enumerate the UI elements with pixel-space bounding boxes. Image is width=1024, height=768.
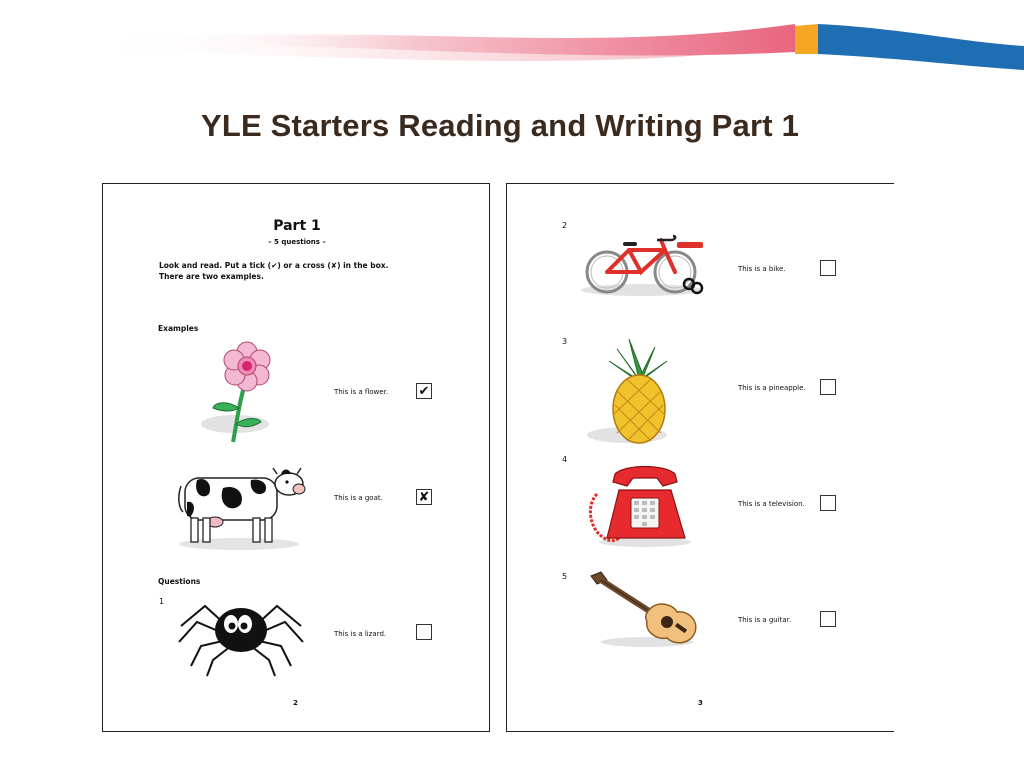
header-banner bbox=[0, 0, 1024, 90]
pineapple-picture bbox=[587, 339, 677, 445]
exam-page-left bbox=[102, 183, 490, 732]
example-1-answer-box[interactable]: ✔ bbox=[416, 383, 432, 399]
question-5-answer-box[interactable] bbox=[820, 611, 836, 627]
cow-picture bbox=[177, 462, 307, 552]
question-4-number: 4 bbox=[562, 455, 568, 464]
spider-picture bbox=[177, 596, 307, 678]
example-2-sentence: This is a goat. bbox=[334, 494, 383, 502]
question-5-sentence: This is a guitar. bbox=[738, 616, 792, 624]
guitar-picture bbox=[587, 570, 707, 650]
question-4-sentence: This is a television. bbox=[738, 500, 805, 508]
question-5-number: 5 bbox=[562, 572, 568, 581]
question-1-sentence: This is a lizard. bbox=[334, 630, 387, 638]
question-1-number: 1 bbox=[159, 597, 165, 606]
example-1-sentence: This is a flower. bbox=[334, 388, 389, 396]
telephone-picture bbox=[585, 464, 695, 548]
question-2-sentence: This is a bike. bbox=[738, 265, 786, 273]
part-heading: Part 1 bbox=[273, 218, 321, 234]
slide-title: YLE Starters Reading and Writing Part 1 bbox=[200, 108, 800, 143]
question-2-answer-box[interactable] bbox=[820, 260, 836, 276]
question-1-answer-box[interactable] bbox=[416, 624, 432, 640]
questions-label: Questions bbox=[158, 577, 201, 586]
instruction-line-2: There are two examples. bbox=[159, 272, 264, 281]
page-number-left: 2 bbox=[293, 699, 298, 707]
flower-picture bbox=[193, 342, 283, 448]
question-4-answer-box[interactable] bbox=[820, 495, 836, 511]
bicycle-picture bbox=[581, 234, 711, 302]
question-3-number: 3 bbox=[562, 337, 568, 346]
instruction-line-1: Look and read. Put a tick (✔) or a cross (✘) in the box. bbox=[159, 261, 389, 270]
part-subheading: – 5 questions – bbox=[268, 238, 326, 246]
examples-label: Examples bbox=[158, 324, 199, 333]
question-3-answer-box[interactable] bbox=[820, 379, 836, 395]
question-2-number: 2 bbox=[562, 221, 568, 230]
exam-page-right bbox=[506, 183, 894, 732]
page-number-right: 3 bbox=[698, 699, 703, 707]
question-3-sentence: This is a pineapple. bbox=[738, 384, 806, 392]
example-2-answer-box[interactable]: ✘ bbox=[416, 489, 432, 505]
